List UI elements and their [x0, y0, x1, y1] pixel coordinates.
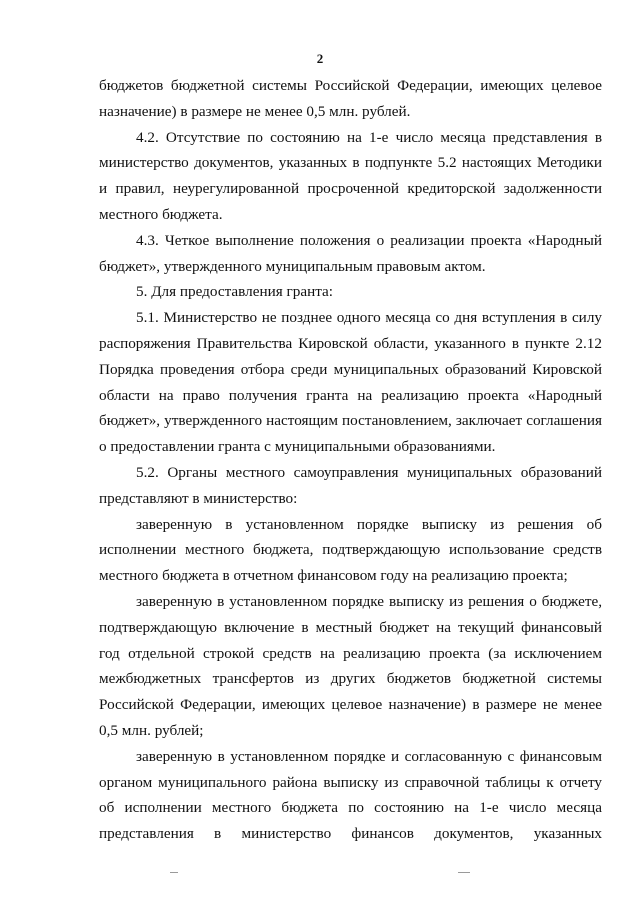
- paragraph-budget-continuation: бюджетов бюджетной системы Российской Федерации, имеющих целевое назначение) в размере не менее 0,5 млн. рублей.: [99, 77, 602, 120]
- paragraph-budget-decision-extract: заверенную в установленном порядке выписку из решения о бюджете, подтверждающую включение в местный бюджет на текущий финансовый год отдельной строкой средств на реализацию проекта (за исключением межбюджетных трансфертов из других бюджетов бюджетной системы Российской Федерации, имеющих целевое назначение) в размере не менее 0,5 млн. рублей;: [99, 592, 602, 739]
- paragraph-5: 5. Для предоставления гранта:: [136, 283, 333, 301]
- scan-speck: [458, 872, 470, 873]
- scan-speck: [170, 872, 178, 873]
- paragraph-5-2: 5.2. Органы местного самоуправления муниципальных образований представляют в министерство:: [99, 463, 602, 507]
- paragraph-5-1: 5.1. Министерство не позднее одного месяца со дня вступления в силу распоряжения Правительства Кировской области, указанного в пункте 2.12 Порядка проведения отбора среди муниципальных образований Кировской области на право получения гранта на реализацию проекта «Народный бюджет», утвержденного настоящим постановлением, заключает соглашения о предоставлении гранта с муниципальными образованиями.: [99, 309, 602, 456]
- paragraph-4-3: 4.3. Четкое выполнение положения о реализации проекта «Народный бюджет», утвержденного муниципальным правовым актом.: [99, 231, 602, 275]
- paragraph-budget-execution-extract: заверенную в установленном порядке выписку из решения об исполнении местного бюджета, подтверждающую использование средств местного бюджета в отчетном финансовом году на реализацию проекта;: [99, 515, 602, 585]
- paragraph-reference-table-extract: заверенную в установленном порядке и согласованную с финансовым органом муниципального района выписку из справочной таблицы к отчету об исполнении местного бюджета по состоянию на 1-е число месяца представления в министерство финансов документов, указанных: [99, 747, 602, 843]
- page-number: 2: [316, 51, 324, 66]
- document-body: [99, 73, 602, 847]
- paragraph-4-2: 4.2. Отсутствие по состоянию на 1-е число месяца представления в министерство документов, указанных в подпункте 5.2 настоящих Методики и правил, неурегулированной просроченной кредиторской задолженности местного бюджета.: [99, 128, 602, 223]
